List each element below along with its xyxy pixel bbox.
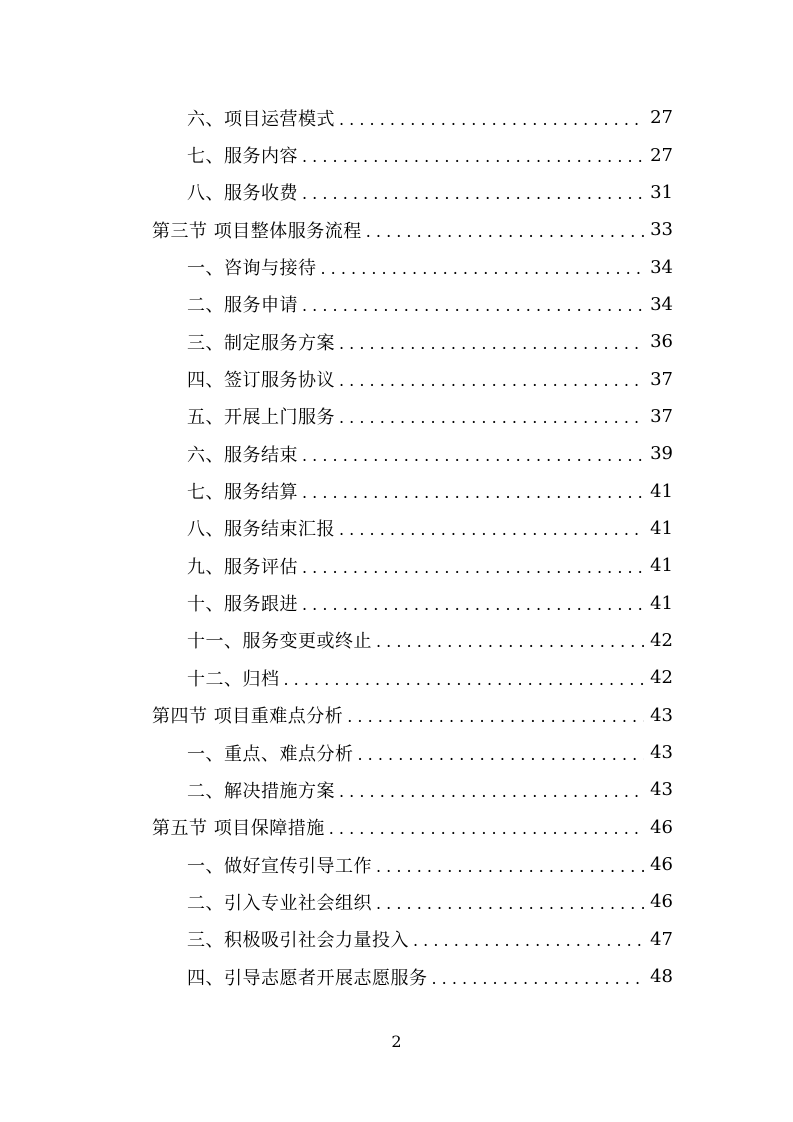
toc-dot-leader <box>376 634 667 650</box>
toc-entry-page-number: 43 <box>644 779 673 800</box>
toc-subsection-entry[interactable] <box>0 286 793 323</box>
toc-entry-page-number: 34 <box>644 257 673 278</box>
toc-entry-title: 十一、服务变更或终止 <box>187 631 372 653</box>
toc-entry-page-number: 46 <box>644 817 673 838</box>
toc-entry-page-number: 37 <box>644 369 673 390</box>
toc-entry-title: 八、服务结束汇报 <box>187 519 335 541</box>
toc-dot-leader <box>302 298 667 314</box>
toc-entry-page-number: 27 <box>644 107 673 128</box>
toc-subsection-entry[interactable] <box>0 398 793 435</box>
toc-entry-page-number: 42 <box>644 667 673 688</box>
toc-entry-page-number: 43 <box>644 742 673 763</box>
toc-subsection-entry[interactable] <box>0 584 793 621</box>
toc-dot-leader <box>302 560 667 576</box>
toc-dot-leader <box>302 186 667 202</box>
toc-dot-leader <box>302 485 667 501</box>
toc-subsection-entry[interactable] <box>0 99 793 136</box>
page-number: 2 <box>391 1032 402 1051</box>
toc-subsection-entry[interactable] <box>0 771 793 808</box>
toc-dot-leader <box>339 784 667 800</box>
toc-dot-leader <box>339 112 667 128</box>
toc-entry-page-number: 31 <box>644 182 673 203</box>
toc-dot-leader <box>413 933 667 949</box>
toc-section-entry[interactable] <box>0 809 793 846</box>
toc-subsection-entry[interactable] <box>0 659 793 696</box>
toc-entry-page-number: 37 <box>644 406 673 427</box>
toc-entry-title: 一、重点、难点分析 <box>187 743 354 765</box>
toc-entry-title: 二、引入专业社会组织 <box>187 892 372 914</box>
toc-dot-leader <box>366 224 667 240</box>
toc-entry-title: 五、开展上门服务 <box>187 407 335 429</box>
toc-dot-leader <box>284 672 668 688</box>
toc-dot-leader <box>347 709 667 725</box>
toc-subsection-entry[interactable] <box>0 622 793 659</box>
toc-entry-title: 九、服务评估 <box>187 556 298 578</box>
toc-entry-title: 一、咨询与接待 <box>187 258 317 280</box>
toc-entry-page-number: 39 <box>644 443 673 464</box>
toc-entry-page-number: 41 <box>644 518 673 539</box>
toc-entry-title: 六、服务结束 <box>187 444 298 466</box>
toc-section-entry[interactable] <box>0 697 793 734</box>
toc-entry-title: 七、服务结算 <box>187 482 298 504</box>
toc-dot-leader <box>376 896 667 912</box>
toc-entry-title: 二、解决措施方案 <box>187 780 335 802</box>
toc-dot-leader <box>329 821 667 837</box>
toc-entry-page-number: 41 <box>644 555 673 576</box>
toc-entry-page-number: 46 <box>644 854 673 875</box>
toc-entry-page-number: 41 <box>644 481 673 502</box>
toc-entry-page-number: 42 <box>644 630 673 651</box>
toc-subsection-entry[interactable] <box>0 360 793 397</box>
toc-dot-leader <box>339 522 667 538</box>
toc-entry-title: 四、引导志愿者开展志愿服务 <box>187 967 428 989</box>
toc-subsection-entry[interactable] <box>0 323 793 360</box>
toc-entry-title: 四、签订服务协议 <box>187 370 335 392</box>
toc-subsection-entry[interactable] <box>0 136 793 173</box>
toc-entry-page-number: 43 <box>644 705 673 726</box>
toc-entry-page-number: 47 <box>644 929 673 950</box>
toc-subsection-entry[interactable] <box>0 174 793 211</box>
toc-entry-title: 一、做好宣传引导工作 <box>187 855 372 877</box>
toc-entry-page-number: 48 <box>644 966 673 987</box>
toc-entry-title: 六、项目运营模式 <box>187 108 335 130</box>
toc-entry-title: 第三节 项目整体服务流程 <box>152 220 362 242</box>
toc-entry-title: 二、服务申请 <box>187 295 298 317</box>
toc-subsection-entry[interactable] <box>0 547 793 584</box>
toc-subsection-entry[interactable] <box>0 846 793 883</box>
toc-entry-title: 十、服务跟进 <box>187 594 298 616</box>
toc-dot-leader <box>376 859 667 875</box>
toc-entry-title: 十二、归档 <box>187 668 280 690</box>
toc-dot-leader <box>302 448 667 464</box>
toc-subsection-entry[interactable] <box>0 883 793 920</box>
toc-dot-leader <box>339 373 667 389</box>
toc-entry-title: 三、积极吸引社会力量投入 <box>187 930 409 952</box>
toc-dot-leader <box>302 149 667 165</box>
toc-dot-leader <box>432 971 668 987</box>
toc-subsection-entry[interactable] <box>0 958 793 995</box>
toc-section-entry[interactable] <box>0 211 793 248</box>
toc-subsection-entry[interactable] <box>0 472 793 509</box>
toc-entry-page-number: 36 <box>644 331 673 352</box>
toc-subsection-entry[interactable] <box>0 734 793 771</box>
toc-dot-leader <box>339 410 667 426</box>
toc-entry-page-number: 27 <box>644 145 673 166</box>
toc-dot-leader <box>358 747 668 763</box>
toc-entry-title: 七、服务内容 <box>187 146 298 168</box>
toc-subsection-entry[interactable] <box>0 510 793 547</box>
toc-entry-title: 八、服务收费 <box>187 183 298 205</box>
toc-dot-leader <box>321 261 668 277</box>
toc-subsection-entry[interactable] <box>0 435 793 472</box>
table-of-contents <box>0 99 793 995</box>
toc-dot-leader <box>302 597 667 613</box>
toc-entry-title: 第五节 项目保障措施 <box>152 818 325 840</box>
toc-entry-page-number: 33 <box>644 219 673 240</box>
toc-entry-page-number: 46 <box>644 891 673 912</box>
toc-entry-page-number: 41 <box>644 593 673 614</box>
toc-entry-title: 三、制定服务方案 <box>187 332 335 354</box>
toc-subsection-entry[interactable] <box>0 921 793 958</box>
toc-dot-leader <box>339 336 667 352</box>
toc-subsection-entry[interactable] <box>0 248 793 285</box>
toc-entry-page-number: 34 <box>644 294 673 315</box>
toc-entry-title: 第四节 项目重难点分析 <box>152 706 344 728</box>
